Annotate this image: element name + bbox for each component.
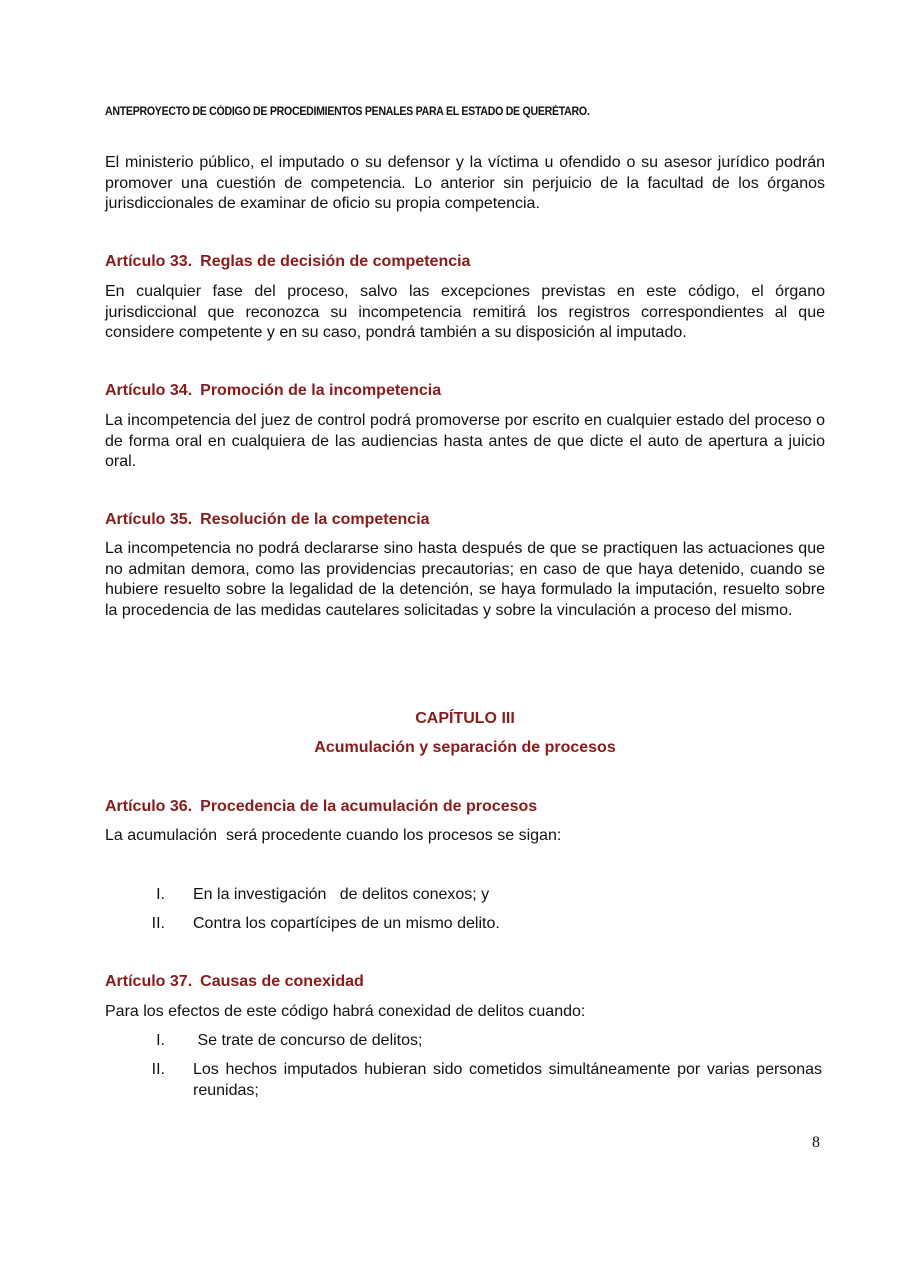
article-title: Causas de conexidad [200,973,364,990]
chapter-label: CAPÍTULO III [415,710,515,727]
article-number: Artículo 34. [105,382,193,399]
document-header: ANTEPROYECTO DE CÓDIGO DE PROCEDIMIENTOS PENALES PARA EL ESTADO DE QUERÉTARO. [105,106,590,118]
article-35-heading [105,511,430,529]
article-37-text: Para los efectos de este código habrá conexidad de delitos cuando: [105,1003,586,1020]
list-roman: II. [151,1061,165,1078]
article-36-text: La acumulación será procedente cuando los procesos se sigan: [105,827,562,844]
list-roman: II. [151,915,165,932]
article-33-text: En cualquier fase del proceso, salvo las excepciones previstas en este código, el órgano jurisdiccional que reconozca su incompetencia remitirá los registros correspondientes al que considere competente y en su caso, pondrá también a su disposición al imputado. [105,283,825,342]
list-text: Los hechos imputados hubieran sido cometidos simultáneamente por varias personas reunidas; [193,1061,822,1099]
chapter-title: Acumulación y separación de procesos [314,739,616,756]
article-number: Artículo 36. [105,798,193,815]
list-text: Se trate de concurso de delitos; [193,1032,423,1049]
list-text: En la investigación de delitos conexos; y [193,886,490,903]
page-number: 8 [812,1134,820,1151]
intro-paragraph: El ministerio público, el imputado o su defensor y la víctima u ofendido o su asesor jurídico podrán promover una cuestión de competencia. Lo anterior sin perjuicio de la facultad de los órganos jurisdiccionales de examinar de oficio su propia competencia. [105,154,825,213]
article-title: Resolución de la competencia [200,511,430,528]
list-text: Contra los copartícipes de un mismo delito. [193,915,500,932]
article-number: Artículo 33. [105,253,193,270]
article-33-heading [105,253,470,271]
article-title: Promoción de la incompetencia [200,382,442,399]
list-roman: I. [156,886,165,903]
article-number: Artículo 37. [105,973,193,990]
article-34-text: La incompetencia del juez de control podrá promoverse por escrito en cualquier estado del proceso o de forma oral en cualquiera de las audiencias hasta antes de que dicte el auto de apertura a juicio oral. [105,412,825,471]
article-title: Reglas de decisión de competencia [200,253,471,270]
article-title: Procedencia de la acumulación de procesos [200,798,538,815]
list-roman: I. [156,1032,165,1049]
article-35-text: La incompetencia no podrá declararse sino hasta después de que se practiquen las actuaciones que no admitan demora, como las providencias precautorias; en caso de que haya detenido, cuando se hubiere resuelto sobre la legalidad de la detención, se haya formulado la imputación, resuelto sobre la procedencia de las medidas cautelares solicitadas y sobre la vinculación a proceso del mismo. [105,540,825,619]
article-36-heading [105,798,537,816]
article-34-heading [105,382,441,400]
article-37-heading [105,973,364,991]
article-number: Artículo 35. [105,511,193,528]
